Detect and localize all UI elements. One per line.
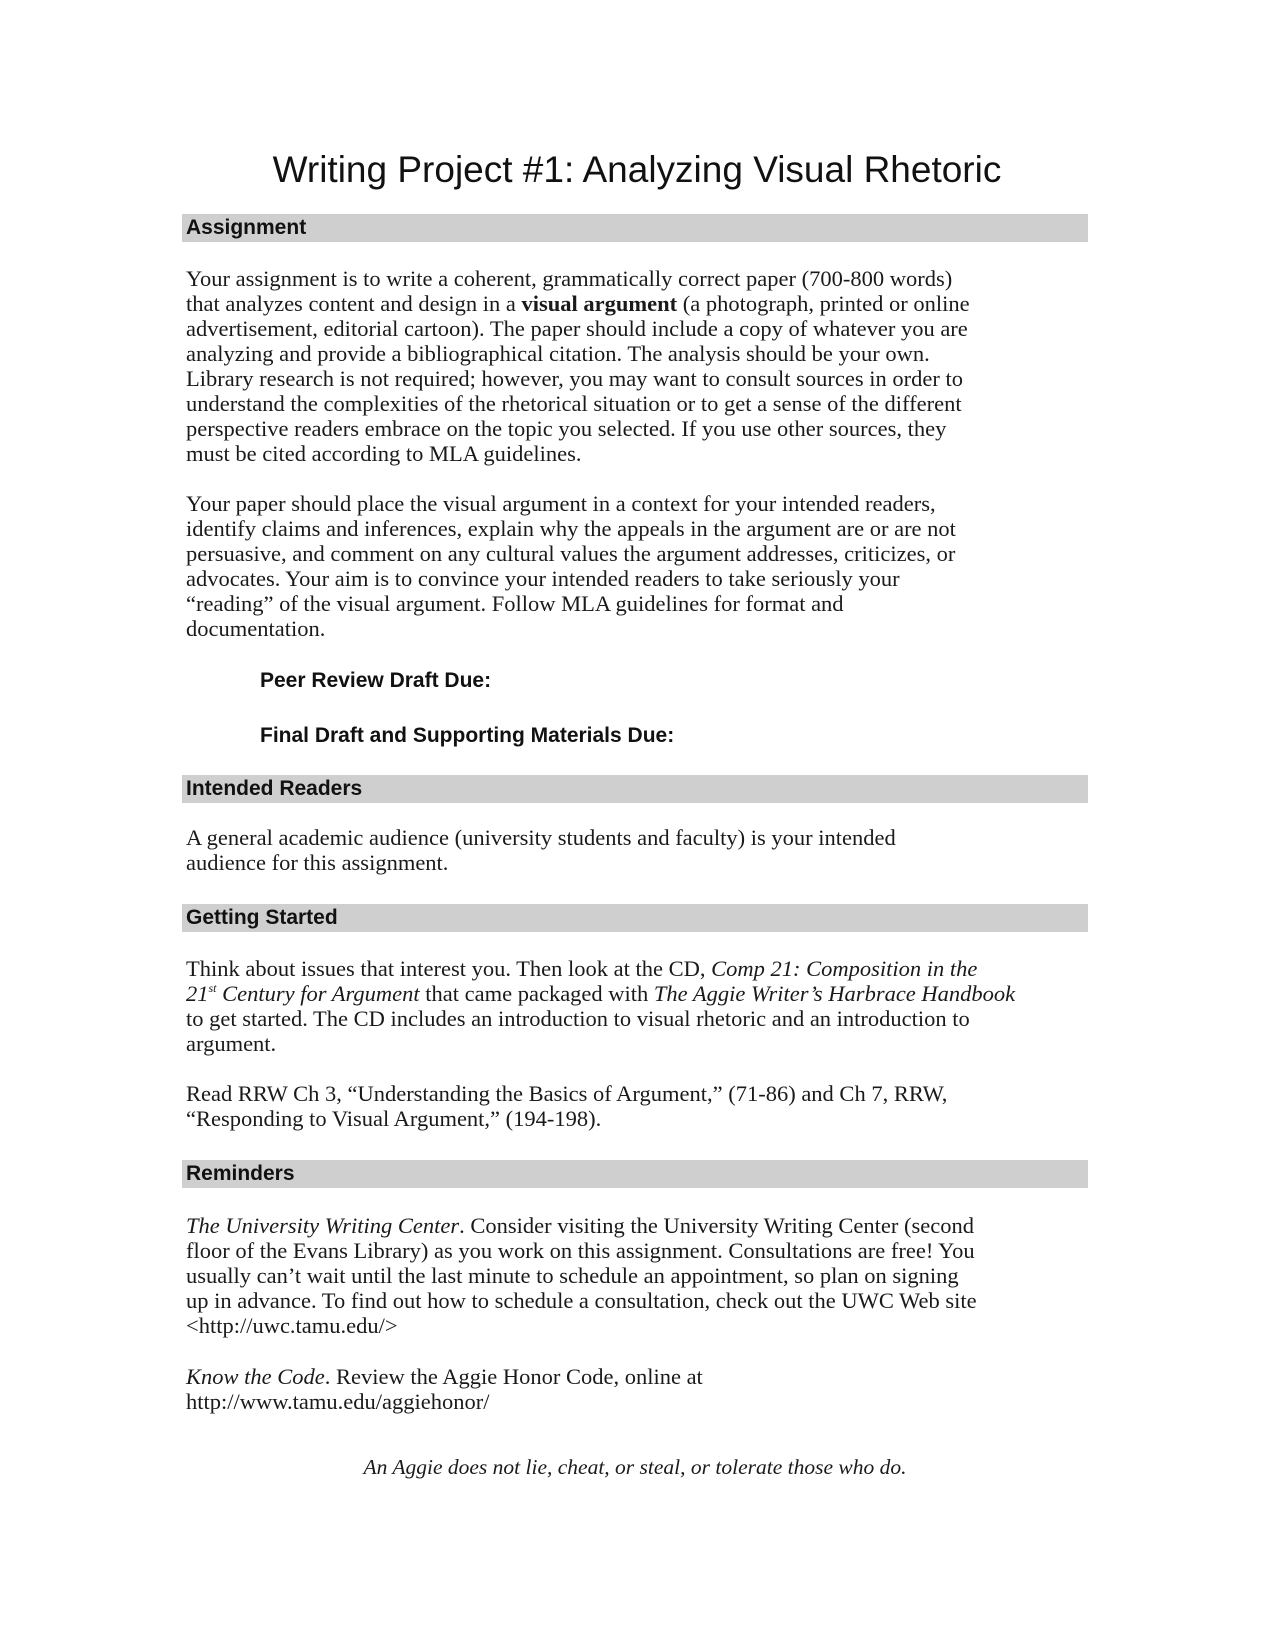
- text-line: advertisement, editorial cartoon). The paper should include a copy of whatever you are: [186, 316, 968, 341]
- text-line: that analyzes content and design in a visual argument (a photograph, printed or online: [186, 291, 970, 316]
- section-header-assignment: [182, 214, 1088, 242]
- text-line: A general academic audience (university students and faculty) is your intended: [186, 825, 896, 850]
- section-header-label: Getting Started: [186, 906, 338, 929]
- text-line: must be cited according to MLA guidelines.: [186, 441, 582, 466]
- text-line: identify claims and inferences, explain why the appeals in the argument are or are not: [186, 516, 956, 541]
- text-line: persuasive, and comment on any cultural values the argument addresses, criticizes, or: [186, 541, 956, 566]
- text-line: Your assignment is to write a coherent, grammatically correct paper (700-800 words): [186, 266, 953, 291]
- reminders-paragraph-1: [186, 1213, 1086, 1338]
- page-title: Writing Project #1: Analyzing Visual Rhetoric: [272, 149, 1002, 190]
- text-line: Your paper should place the visual argument in a context for your intended readers,: [186, 491, 936, 516]
- text-line: 21st Century for Argument that came packaged with The Aggie Writer’s Harbrace Handbook: [186, 981, 1016, 1006]
- assignment-paragraph-1: [186, 266, 1086, 466]
- assignment-paragraph-2: [186, 491, 1086, 641]
- text-line: “Responding to Visual Argument,” (194-198).: [186, 1106, 602, 1131]
- cd-title: Comp 21: Composition in the: [711, 956, 978, 981]
- text-line: “reading” of the visual argument. Follow MLA guidelines for format and: [186, 591, 844, 616]
- peer-review-due: Peer Review Draft Due:: [260, 669, 492, 692]
- writing-center-name: The University Writing Center: [186, 1213, 460, 1238]
- text-line: usually can’t wait until the last minute to schedule an appointment, so plan on signing: [186, 1263, 959, 1288]
- text-line: perspective readers embrace on the topic you selected. If you use other sources, they: [186, 416, 947, 441]
- text-line: argument.: [186, 1031, 277, 1056]
- text-line: up in advance. To find out how to schedule a consultation, check out the UWC Web site: [186, 1288, 977, 1313]
- text-line: Know the Code. Review the Aggie Honor Code, online at: [186, 1364, 703, 1389]
- final-draft-due: Final Draft and Supporting Materials Due:: [260, 724, 675, 747]
- section-header-label: Intended Readers: [186, 777, 363, 800]
- text-line: understand the complexities of the rhetorical situation or to get a sense of the different: [186, 391, 962, 416]
- section-header-intended-readers: [182, 775, 1088, 803]
- section-header-label: Assignment: [186, 216, 307, 239]
- text-line: Think about issues that interest you. Then look at the CD, Comp 21: Composition in the: [186, 956, 978, 981]
- visual-argument-term: visual argument: [521, 291, 678, 316]
- text-line: floor of the Evans Library) as you work on this assignment. Consultations are free! You: [186, 1238, 975, 1263]
- section-header-reminders: [182, 1160, 1088, 1188]
- uwc-url: <http://uwc.tamu.edu/>: [186, 1313, 398, 1338]
- getting-started-paragraph-2: [186, 1081, 1086, 1131]
- text-line: to get started. The CD includes an introduction to visual rhetoric and an introduction to: [186, 1006, 970, 1031]
- text-line: advocates. Your aim is to convince your intended readers to take seriously your: [186, 566, 900, 591]
- text-line: Read RRW Ch 3, “Understanding the Basics of Argument,” (71-86) and Ch 7, RRW,: [186, 1081, 948, 1106]
- intended-readers-paragraph: [186, 825, 1086, 875]
- honor-code-heading: Know the Code: [186, 1364, 325, 1389]
- honor-code-motto: An Aggie does not lie, cheat, or steal, or tolerate those who do.: [363, 1455, 907, 1479]
- text-line: Library research is not required; however, you may want to consult sources in order to: [186, 366, 963, 391]
- honor-code-url: http://www.tamu.edu/aggiehonor/: [186, 1389, 490, 1414]
- text-line: analyzing and provide a bibliographical citation. The analysis should be your own.: [186, 341, 930, 366]
- section-header-label: Reminders: [186, 1162, 295, 1185]
- text-line: The University Writing Center. Consider visiting the University Writing Center (second: [186, 1213, 974, 1238]
- reminders-paragraph-2: [186, 1364, 1086, 1414]
- handbook-title: The Aggie Writer’s Harbrace Handbook: [653, 981, 1016, 1006]
- getting-started-paragraph-1: [186, 956, 1086, 1056]
- section-header-getting-started: [182, 904, 1088, 932]
- text-line: documentation.: [186, 616, 326, 641]
- text-line: audience for this assignment.: [186, 850, 449, 875]
